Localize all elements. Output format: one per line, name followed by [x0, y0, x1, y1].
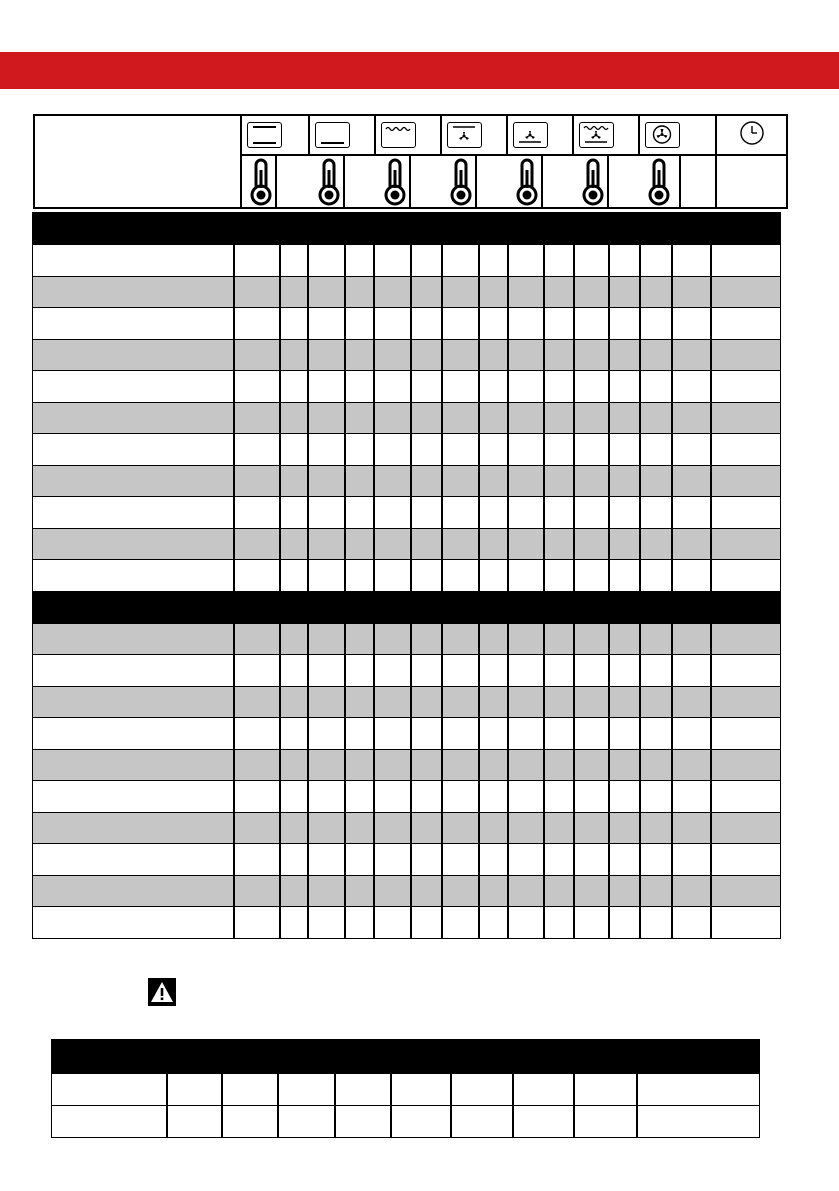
header-color-bar [0, 52, 839, 89]
table-row [33, 370, 780, 402]
bottom-table-header [52, 1040, 759, 1073]
section-header-row [33, 591, 780, 623]
bottom-table [51, 1039, 760, 1138]
thermometer-icon [247, 158, 287, 206]
table-row [33, 465, 780, 497]
table-row [33, 843, 780, 875]
fan-top-bottom-heat-icon [579, 122, 614, 148]
table-row [52, 1105, 759, 1137]
table-row [33, 780, 780, 812]
fan-bottom-heat-icon [513, 122, 548, 148]
table-row [33, 528, 780, 560]
thermometer-icon [381, 158, 421, 206]
table-row [33, 749, 780, 781]
table-row [33, 717, 780, 749]
section-header-row [33, 213, 780, 244]
table-row [33, 307, 780, 339]
table-row [52, 1073, 759, 1105]
table-row [33, 654, 780, 686]
thermometer-icon [447, 158, 487, 206]
table-row [33, 402, 780, 434]
table-row [33, 559, 780, 591]
table-row [33, 686, 780, 718]
table-row [33, 433, 780, 465]
clock-icon [739, 120, 765, 146]
oven-function-header [33, 114, 788, 209]
table-row [33, 339, 780, 371]
table-row [33, 812, 780, 844]
fan-grill-icon [447, 122, 482, 148]
thermometer-icon [315, 158, 355, 206]
table-row [33, 276, 780, 308]
cooking-table [32, 212, 781, 939]
table-row [33, 623, 780, 655]
warning-icon [148, 978, 176, 1006]
conventional-top-bottom-heat-icon [247, 122, 282, 148]
grill-icon [381, 122, 416, 148]
table-row [33, 875, 780, 907]
table-row [33, 906, 780, 938]
thermometer-icon [513, 158, 553, 206]
bottom-heat-icon [315, 122, 350, 148]
table-row [33, 244, 780, 276]
fan-forced-icon [645, 122, 680, 148]
thermometer-icon [579, 158, 619, 206]
table-row [33, 496, 780, 528]
